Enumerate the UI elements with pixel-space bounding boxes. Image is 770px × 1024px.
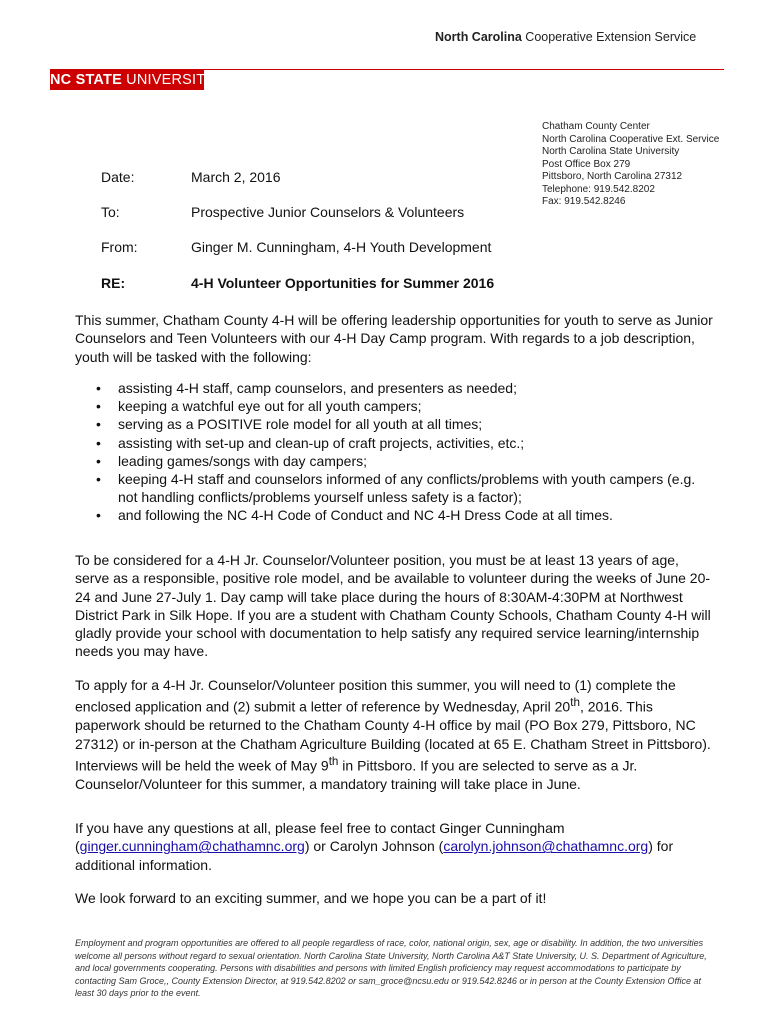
- ncsu-logo: [50, 70, 216, 90]
- memo-re-value: 4-H Volunteer Opportunities for Summer 2016: [191, 275, 495, 291]
- list-item-text: keeping 4-H staff and counselors informed of any conflicts/problems with youth campers (e.g. not handling conflicts/problems yourself unless safety is a factor);: [118, 471, 696, 506]
- intro-paragraph: This summer, Chatham County 4-H will be offering leadership opportunities for youth to serve as Junior Counselors and Teen Volunteers with our 4-H Day Camp program. With regards to a job description, youth will be tasked with the following:: [75, 312, 713, 365]
- address-block: [542, 121, 719, 209]
- memo-from-label: From:: [101, 239, 138, 255]
- list-item: [96, 379, 696, 397]
- contact-paragraph: [75, 819, 715, 874]
- closing-line: We look forward to an exciting summer, and we hope you can be a part of it!: [75, 890, 547, 906]
- bullet-icon: •: [96, 416, 101, 433]
- email-link-ginger[interactable]: ginger.cunningham@chathamnc.org: [79, 838, 305, 855]
- duties-list: [96, 379, 696, 525]
- list-item-text: and following the NC 4-H Code of Conduct and NC 4-H Dress Code at all times.: [118, 507, 613, 524]
- contact-text-c: ) for additional information.: [75, 838, 674, 873]
- application-text-a: To apply for a 4-H Jr. Counselor/Volunteer position this summer, you will need to (1) complete the enclosed application and (2) submit a letter of reference by Wednesday, April 20: [75, 677, 676, 715]
- application-text-c: in Pittsboro. If you are selected to serve as a Jr. Counselor/Volunteer for this summer, a mandatory training will take place in June.: [75, 757, 638, 792]
- address-line: North Carolina Cooperative Ext. Service: [542, 133, 720, 145]
- memo-date-value: March 2, 2016: [191, 169, 281, 185]
- address-line: North Carolina State University: [542, 146, 680, 157]
- header-org-bold: North Carolina: [435, 30, 522, 44]
- memo-to-label: To:: [101, 204, 120, 220]
- contact-text-b: ) or Carolyn Johnson (: [304, 838, 444, 855]
- ordinal-suffix: th: [570, 696, 580, 710]
- logo-rest: UNIVERSITY: [121, 72, 216, 88]
- nondiscrimination-footer: Employment and program opportunities are offered to all people regardless of race, color, national origin, sex, age or disability. In addition, the two universities welcome all persons without regard to sexual orientation. North Carolina State University, North Carolina A&T State University, U. S. Department of Agriculture, and local governments cooperating. Persons with disabilities and persons with limited English proficiency may request accommodations to participate by contacting Sam Groce,, County Extension Director, at 919.542.8202 or sam_groce@ncsu.edu or 919.542.8246 or in person at the County Extension Office at least 30 days prior to the event.: [75, 938, 707, 999]
- address-line: Telephone: 919.542.8202: [542, 183, 655, 195]
- list-item-text: keeping a watchful eye out for all youth campers;: [118, 398, 422, 415]
- address-line: Post Office Box 279: [542, 158, 631, 170]
- memo-re-label: RE:: [101, 275, 126, 291]
- list-item-text: leading games/songs with day campers;: [118, 452, 368, 469]
- header-org-line: [435, 30, 696, 44]
- address-line: Fax: 919.542.8246: [542, 196, 626, 207]
- bullet-icon: •: [96, 452, 101, 469]
- list-item: [96, 470, 696, 506]
- list-item-text: serving as a POSITIVE role model for all youth at all times;: [118, 416, 483, 433]
- list-item: [96, 452, 696, 470]
- application-paragraph: [75, 676, 715, 793]
- bullet-icon: •: [96, 380, 101, 396]
- header-org-rest: Cooperative Extension Service: [521, 30, 697, 44]
- memo-to-value: Prospective Junior Counselors & Volunteers: [191, 204, 465, 220]
- bullet-icon: •: [96, 471, 101, 488]
- address-line: Chatham County Center: [542, 121, 650, 132]
- list-item-text: assisting 4-H staff, camp counselors, and presenters as needed;: [118, 380, 517, 396]
- list-item: [96, 506, 696, 524]
- bullet-icon: •: [96, 434, 101, 451]
- list-item: [96, 397, 696, 415]
- bullet-icon: •: [96, 507, 101, 524]
- application-text-b: , 2016. This paperwork should be returned to the Chatham County 4-H office by mail (PO Box 279, Pittsboro, NC 27312) or in-person at the Chatham Agriculture Building (located at 65 E. Chatham Street in Pittsboro). Interviews will be held the week of May 9: [75, 698, 711, 774]
- ordinal-suffix: th: [328, 754, 339, 768]
- contact-text-a: If you have any questions at all, please feel free to contact Ginger Cunningham (: [75, 820, 565, 855]
- memo-date-label: Date:: [101, 169, 135, 185]
- list-item: [96, 434, 696, 452]
- list-item: [96, 415, 696, 433]
- eligibility-paragraph: To be considered for a 4-H Jr. Counselor/Volunteer position, you must be at least 13 years of age, serve as a responsible, positive role model, and be available to volunteer during the weeks of June 20-24 and June 27-July 1. Day camp will take place during the hours of 8:30AM-4:30PM at Northwest District Park in Silk Hope. If you are a student with Chatham County Schools, Chatham County 4-H will gladly provide your school with documentation to help satisfy any required service learning/internship needs you may have.: [75, 552, 711, 660]
- address-line: Pittsboro, North Carolina 27312: [542, 171, 683, 182]
- email-link-carolyn[interactable]: carolyn.johnson@chathamnc.org: [443, 838, 649, 855]
- logo-bold: NC STATE: [50, 72, 122, 88]
- memo-from-value: Ginger M. Cunningham, 4-H Youth Development: [191, 239, 492, 255]
- list-item-text: assisting with set-up and clean-up of craft projects, activities, etc.;: [118, 434, 525, 451]
- bullet-icon: •: [96, 398, 101, 415]
